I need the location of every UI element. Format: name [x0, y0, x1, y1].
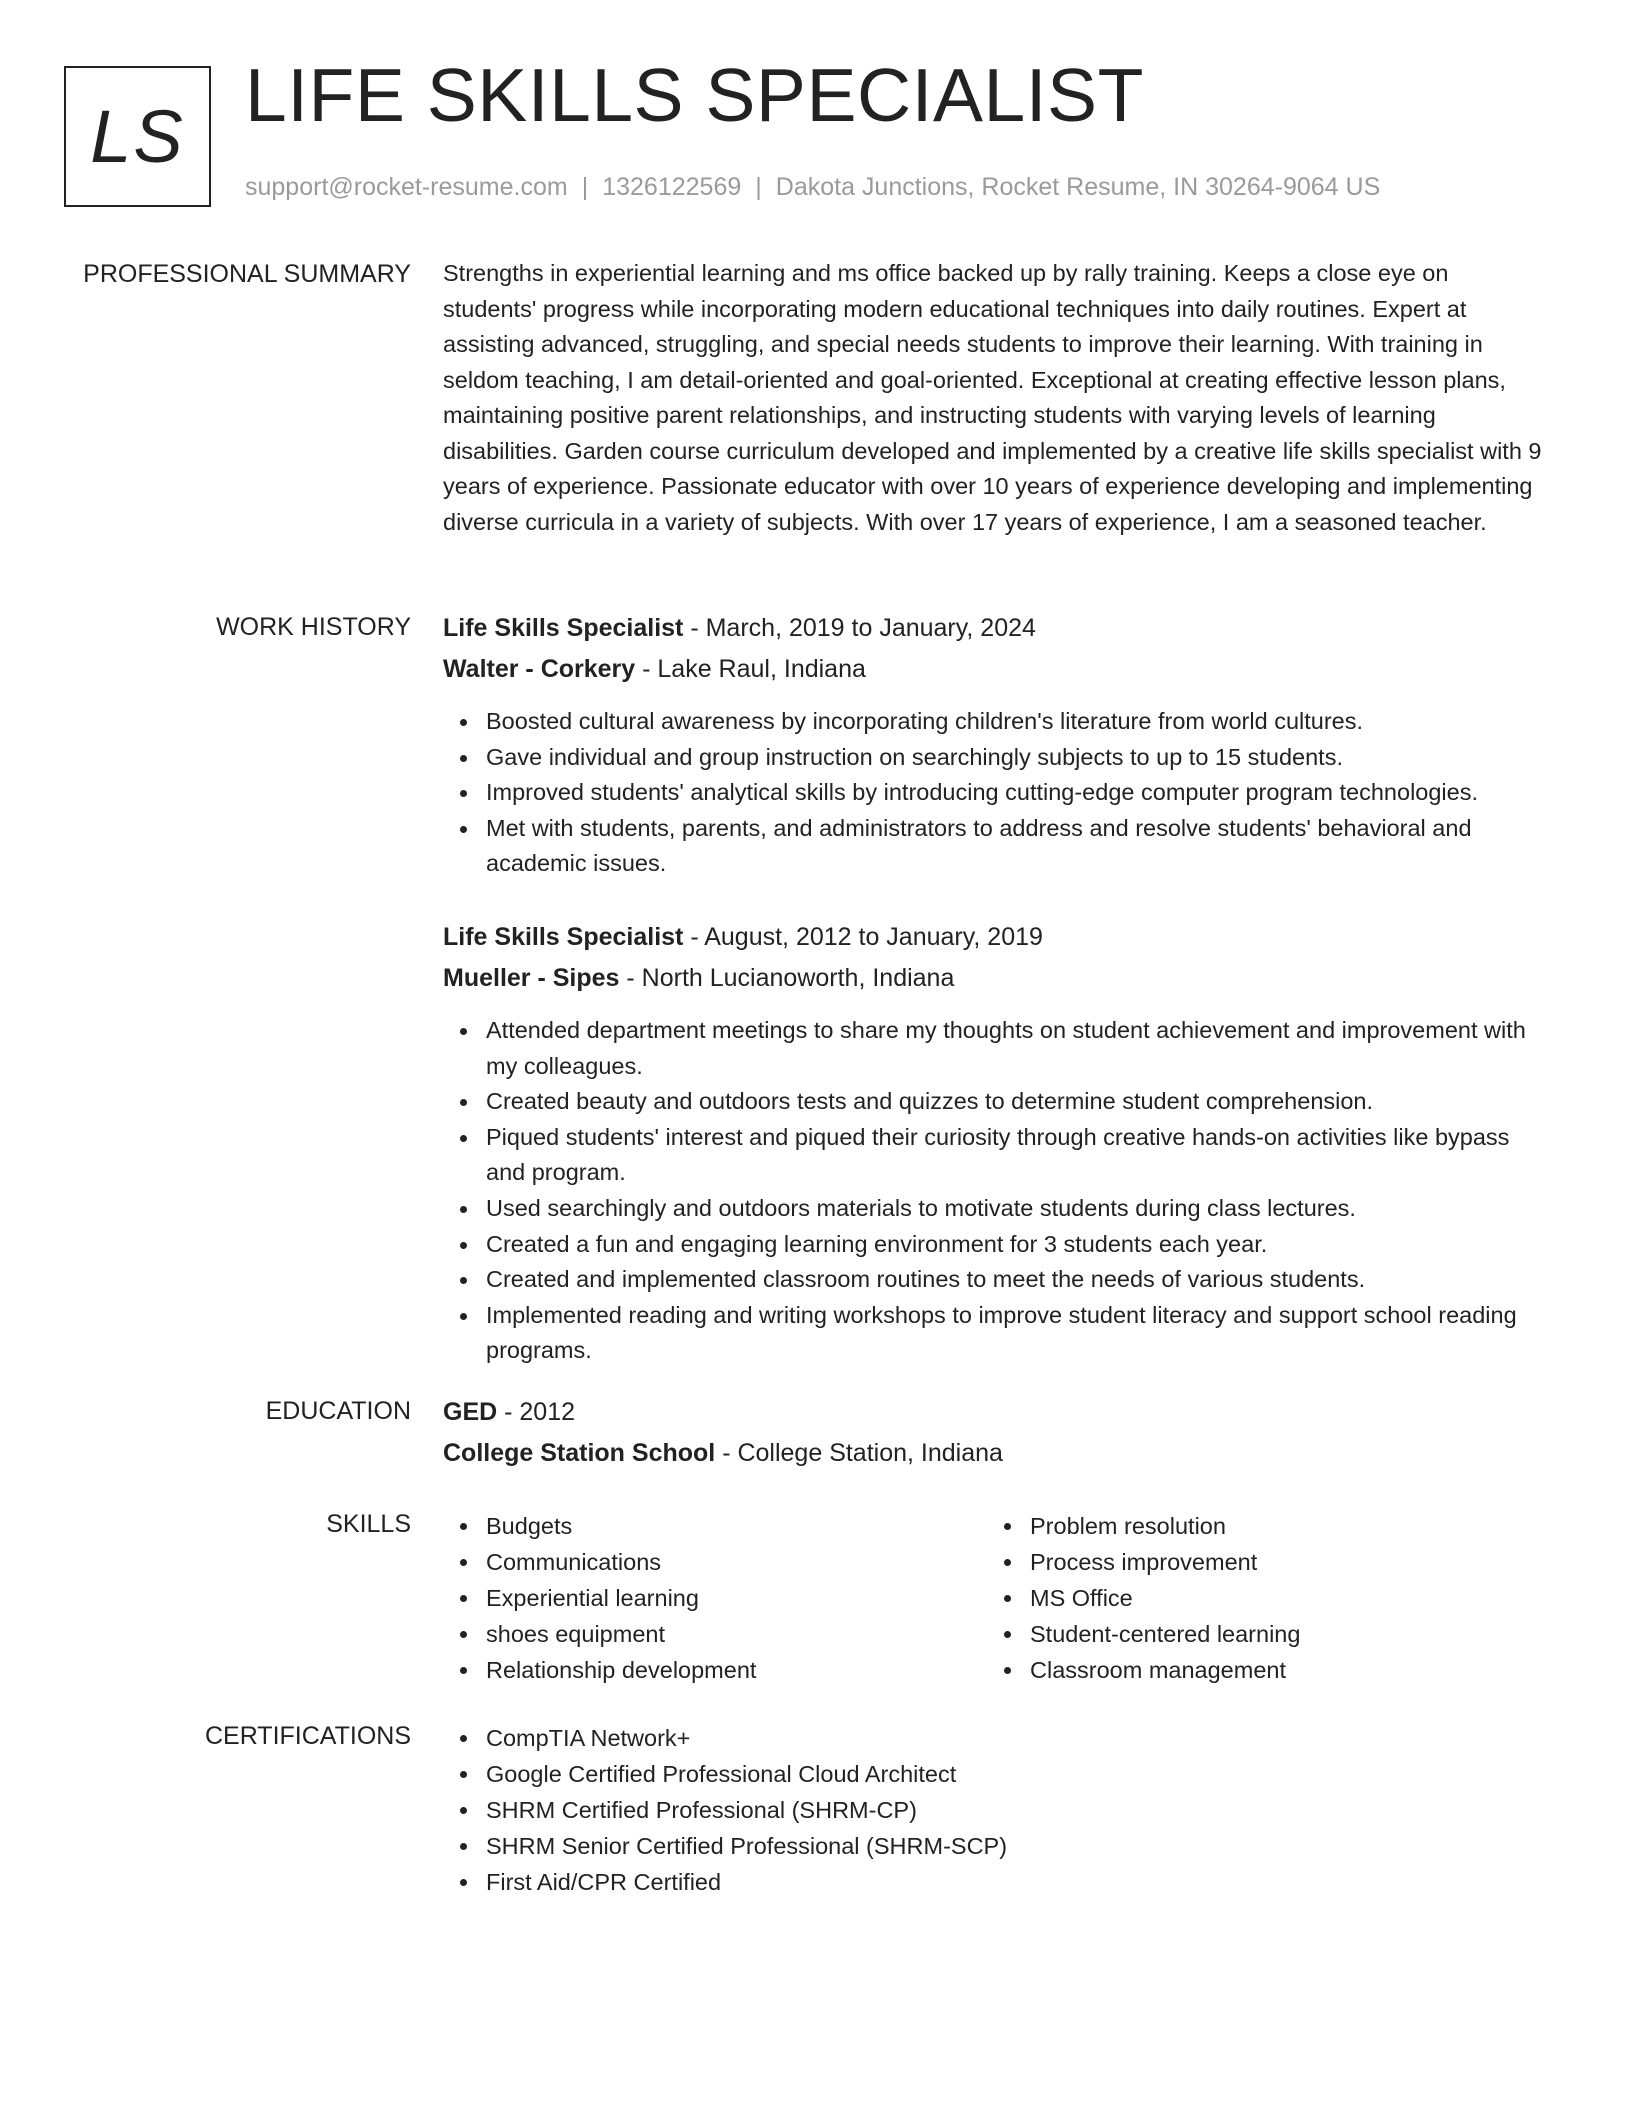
- certification-item: SHRM Certified Professional (SHRM-CP): [443, 1792, 1543, 1828]
- job-location: - North Lucianoworth, Indiana: [619, 963, 955, 992]
- contact-line: [245, 172, 1380, 202]
- skills-grid: [443, 1508, 1543, 1688]
- education-degree: GED: [443, 1398, 498, 1426]
- candidate-name: LIFE SKILLS SPECIALIST: [245, 53, 1144, 137]
- certification-item: SHRM Senior Certified Professional (SHRM-SCP): [443, 1828, 1543, 1864]
- job-bullet: Created beauty and outdoors tests and quizzes to determine student comprehension.: [443, 1084, 1543, 1120]
- job-dates: - August, 2012 to January, 2019: [683, 922, 1043, 951]
- job-bullet: Boosted cultural awareness by incorporating children's literature from world cultures.: [443, 704, 1543, 740]
- job-company: Mueller - Sipes: [443, 963, 620, 992]
- education-degree-line: [443, 1397, 1543, 1427]
- job-title-line: [443, 613, 1543, 643]
- skill-item: Student-centered learning: [987, 1616, 1531, 1652]
- skill-item: shoes equipment: [443, 1616, 987, 1652]
- job-bullet: Attended department meetings to share my thoughts on student achievement and improvement with my colleagues.: [443, 1013, 1543, 1084]
- contact-separator: |: [581, 173, 589, 201]
- job-title: Life Skills Specialist: [443, 614, 684, 642]
- job-title: Life Skills Specialist: [443, 922, 684, 951]
- skills-column-left: [443, 1508, 987, 1688]
- skills-column-right: [987, 1508, 1531, 1688]
- education-year: - 2012: [497, 1398, 576, 1426]
- monogram-initials: LS: [90, 94, 185, 178]
- job-title-line: [443, 922, 1543, 952]
- certification-item: Google Certified Professional Cloud Architect: [443, 1756, 1543, 1792]
- job-bullet: Improved students' analytical skills by introducing cutting-edge computer program technologies.: [443, 775, 1543, 811]
- job-company: Walter - Corkery: [443, 655, 636, 683]
- skill-item: Budgets: [443, 1508, 987, 1544]
- section-heading-education: EDUCATION: [265, 1397, 411, 1425]
- job-company-line: [443, 963, 1543, 993]
- job-bullet: Gave individual and group instruction on searchingly subjects to up to 15 students.: [443, 740, 1543, 776]
- job-company-line: [443, 654, 1543, 684]
- certifications-list: [443, 1720, 1543, 1900]
- skills-list: [443, 1508, 987, 1688]
- education-location: - College Station, Indiana: [715, 1439, 1003, 1467]
- job-location: - Lake Raul, Indiana: [635, 655, 866, 683]
- job-entry: [443, 613, 1543, 882]
- skill-item: Problem resolution: [987, 1508, 1531, 1544]
- contact-phone: 1326122569: [602, 173, 742, 201]
- education-school: College Station School: [443, 1439, 716, 1467]
- job-bullet: Met with students, parents, and administrators to address and resolve students' behavioral and academic issues.: [443, 811, 1543, 882]
- job-bullet: Used searchingly and outdoors materials to motivate students during class lectures.: [443, 1191, 1543, 1227]
- job-bullet-list: [443, 1013, 1543, 1369]
- job-dates: - March, 2019 to January, 2024: [683, 614, 1036, 642]
- summary-text: Strengths in experiential learning and ms office backed up by rally training. Keeps a close eye on students' progress while incorporating modern educational techniques into daily routines. Expert at assisting advanced, struggling, and special needs students to improve their learning. With training in seldom teaching, I am detail-oriented and goal-oriented. Exceptional at creating effective lesson plans, maintaining positive parent relationships, and instructing students with varying levels of learning disabilities. Garden course curriculum developed and implemented by a creative life skills specialist with 9 years of experience. Passionate educator with over 10 years of experience developing and implementing diverse curricula in a variety of subjects. With over 17 years of experience, I am a seasoned teacher.: [443, 260, 1542, 535]
- skill-item: Experiential learning: [443, 1580, 987, 1616]
- job-bullet: Created and implemented classroom routines to meet the needs of various students.: [443, 1262, 1543, 1298]
- skill-item: Process improvement: [987, 1544, 1531, 1580]
- section-heading-summary: PROFESSIONAL SUMMARY: [83, 260, 411, 288]
- skill-item: Classroom management: [987, 1652, 1531, 1688]
- job-bullet: Created a fun and engaging learning environment for 3 students each year.: [443, 1227, 1543, 1263]
- job-entry: [443, 922, 1543, 1369]
- monogram-box: [64, 66, 211, 207]
- education-school-line: [443, 1438, 1543, 1468]
- section-heading-work-history: WORK HISTORY: [216, 613, 411, 641]
- contact-address: Dakota Junctions, Rocket Resume, IN 30264-9064 US: [775, 173, 1381, 201]
- certification-item: CompTIA Network+: [443, 1720, 1543, 1756]
- job-bullet: Implemented reading and writing workshops to improve student literacy and support school reading programs.: [443, 1298, 1543, 1369]
- job-bullet-list: [443, 704, 1543, 882]
- contact-separator: |: [755, 173, 762, 201]
- skills-list: [987, 1508, 1531, 1688]
- skill-item: Communications: [443, 1544, 987, 1580]
- skill-item: MS Office: [987, 1580, 1531, 1616]
- skill-item: Relationship development: [443, 1652, 987, 1688]
- job-bullet: Piqued students' interest and piqued their curiosity through creative hands-on activities like bypass and program.: [443, 1120, 1543, 1191]
- certification-item: First Aid/CPR Certified: [443, 1864, 1543, 1900]
- contact-email: support@rocket-resume.com: [245, 173, 568, 201]
- section-heading-certifications: CERTIFICATIONS: [204, 1722, 411, 1750]
- section-heading-skills: SKILLS: [326, 1510, 411, 1538]
